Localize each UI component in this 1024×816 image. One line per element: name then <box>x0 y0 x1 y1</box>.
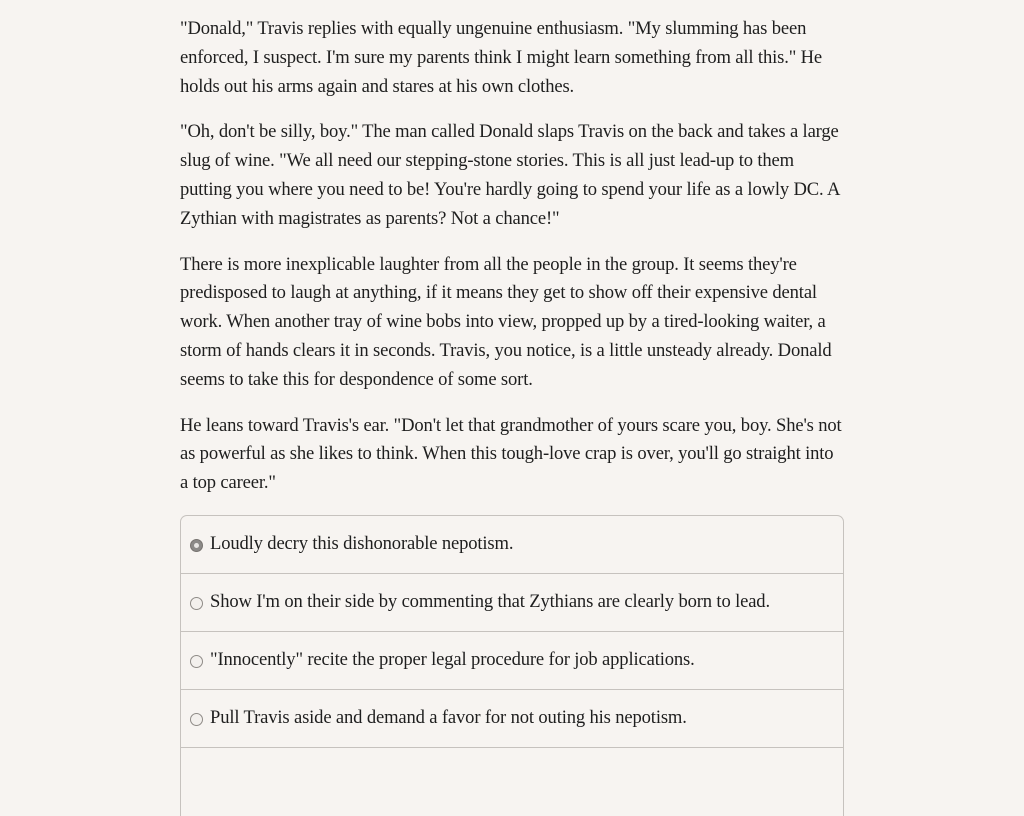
choice-option-1[interactable] <box>181 516 843 574</box>
choice-option-4[interactable] <box>181 690 843 748</box>
radio-selected-icon[interactable] <box>190 539 203 552</box>
choice-option-2[interactable] <box>181 574 843 632</box>
story-paragraph-3: There is more inexplicable laughter from all the people in the group. It seems they're predisposed to laugh at anything, if it means they get to show off their expensive dental work. When another tray of wine bobs into view, propped up by a tired-looking waiter, a storm of hands clears it in seconds. Travis, you notice, is a little unsteady already. Donald seems to take this for despondence of some sort. <box>180 253 832 390</box>
choice-option-label: "Innocently" recite the proper legal procedure for job applications. <box>210 649 695 671</box>
choice-option-label: Pull Travis aside and demand a favor for not outing his nepotism. <box>210 707 687 729</box>
story-page <box>180 15 844 816</box>
radio-icon[interactable] <box>190 713 203 726</box>
story-paragraph-4: He leans toward Travis's ear. "Don't let that grandmother of yours scare you, boy. She's not as powerful as she likes to think. When this tough-love crap is over, you'll go straight into a top career." <box>180 414 842 494</box>
choice-option-label: Loudly decry this dishonorable nepotism. <box>210 533 514 555</box>
choice-option-3[interactable] <box>181 632 843 690</box>
story-text <box>180 15 844 498</box>
choice-option-label: Show I'm on their side by commenting that Zythians are clearly born to lead. <box>210 591 770 613</box>
radio-icon[interactable] <box>190 655 203 668</box>
radio-icon[interactable] <box>190 597 203 610</box>
story-paragraph-2: "Oh, don't be silly, boy." The man called Donald slaps Travis on the back and takes a large slug of wine. "We all need our stepping-stone stories. This is all just lead-up to them putting you where you need to be! You're hardly going to spend your life as a lowly DC. A Zythian with magistrates as parents? Not a chance!" <box>180 121 840 229</box>
choice-list <box>180 515 844 816</box>
story-paragraph-1: "Donald," Travis replies with equally ungenuine enthusiasm. "My slumming has been enforced, I suspect. I'm sure my parents think I might learn something from all this." He holds out his arms again and stares at his own clothes. <box>180 18 823 97</box>
